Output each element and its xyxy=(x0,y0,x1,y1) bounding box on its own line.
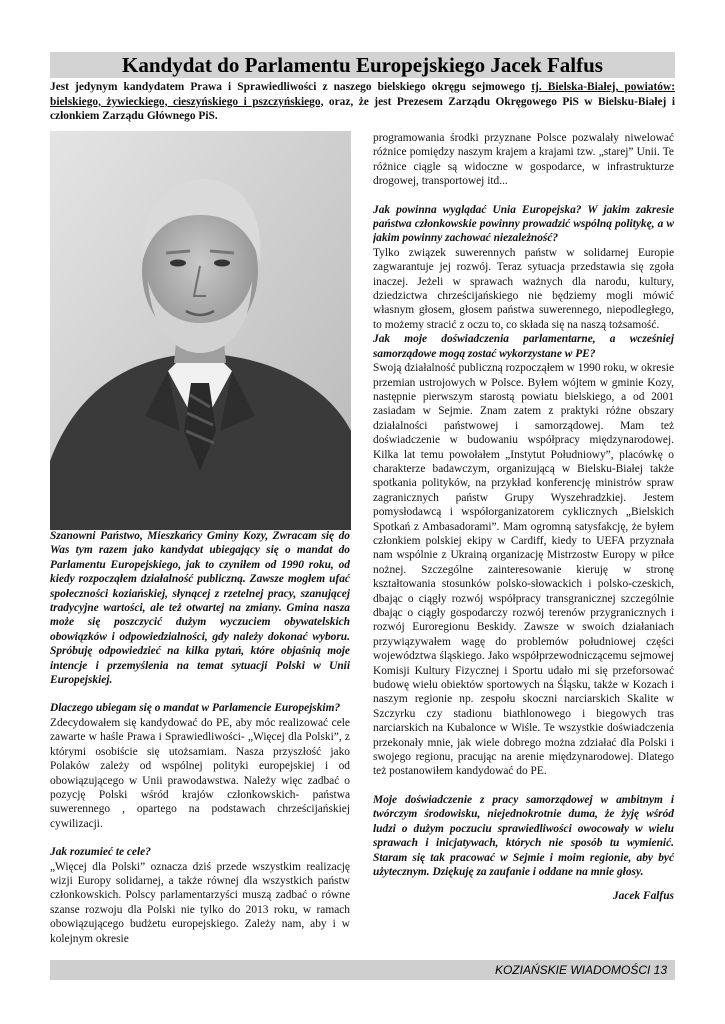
question-heading: Jak moje doświadczenia parlamentarne, a wcześniej samorządowe mogą zostać wykorzystane w PE? xyxy=(373,333,674,360)
answer-paragraph: „Więcej dla Polski” oznacza dziś przede wszystkim realizację wizji Europy solidarnej, a także równej dla wszystkich państw członkowskich. Polscy parlamentarzyści muszą zadbać o równe szanse rozwoju dla Polski nie tylko do 2013 roku, w ramach obowiązującego budżetu europejskiego. Zależy nam, aby i w kolejnym okresie xyxy=(50,860,350,945)
question-heading: Jak powinna wyglądać Unia Europejska? W jakim zakresie państwa członkowskie powinny prowadzić wspólną politykę, a w jakim powinny zachować niezależność? xyxy=(373,203,674,245)
candidate-portrait-photo xyxy=(50,131,351,530)
intro-underlined-region: tj. Bielska-Białej, powiatów: bielskiego, żywieckiego, cieszyńskiego i pszczyńskiego, xyxy=(50,81,676,108)
answer-paragraph: Swoją działalność publiczną rozpocząłem w 1990 roku, w okresie przemian ustrojowych w Polsce. Byłem wójtem w gminie Kozy, następnie pierwszym starostą powiatu bielskiego, a od 2001 zasiadam w Sejmie. Znam zatem z praktyki różne obszary działalności państwowej i samorządowej. Mam też doświadczenie w budowaniu współpracy międzynarodowej. Kilka lat temu powołałem „Instytut Południowy”, placówkę o charakterze badawczym, organizującą w Bielsku-Białej także spotkania polityków, na przykład konferencję ministrów spraw zagranicznych państw Grupy Wyszehradzkiej. Jestem pomysłodawcą i współorganizatorem cyklicznych „Bielskich Spotkań z Ambasadorami”. Mam ogromną satysfakcję, że byłem członkiem polskiej ekipy w Cardiff, kiedy to UEFA przyznała nam wspólnie z Ukrainą organizację Mistrzostw Europy w piłce nożnej. Szczególne zainteresowanie kieruję w stronę kształtowania stosunków polsko-słowackich i polsko-czeskich, dbając o ciągły rozwój współpracy transgranicznej szczególnie dbając o ciągły gospodarczy rozwój terenów przygranicznych i rozwój Euroregionu Beskidy. Zawsze w swoich działaniach przywiązywałem wagę do problemów południowej części województwa śląskiego. Jako współprzewodniczącemu sejmowej Komisji Kultury Fizycznej i Sportu udało mi się przeforsować budowę wielu obiektów sportowych na Śląsku, także w Kozach i naszym regionie np. zespołu skoczni narciarskich Skalite w Szczyrku czy stadionu biathlonowego i biegowych tras narciarskich na Kubalonce w Wiśle. Te wszystkie doświadczenia przekonały mnie, jak wiele dobrego można zdziałać dla Polski i swojego regionu, pracując na arenie międzynarodowej. Dlatego też postanowiłem kandydować do PE. xyxy=(373,362,674,778)
intro-text-start: Jest jedynym kandydatem Prawa i Sprawiedliwości z naszego bielskiego okręgu sejmowego xyxy=(50,81,532,93)
intro-text-end: oraz, że jest Prezesem Zarządu Okręgowego PiS w Bielsku-Białej i członkiem Zarządu Głównego PiS. xyxy=(50,95,675,122)
closing-paragraph: Moje doświadczenie z pracy samorządowej w ambitnym i twórczym środowisku, niejednokrotnie duma, że żyję wśród ludzi o dużym poczuciu sprawiedliwości owocowały w wielu sprawach i inicjatywach, których nie sposób tu wymienić. Staram się tak pracować w Sejmie i moim regionie, aby być użytecznym. Dziękuję za zaufanie i oddane na mnie głosy. xyxy=(373,793,674,878)
footer-publication-page: KOZIAŃSKIE WIADOMOŚCI 13 xyxy=(494,963,667,977)
question-heading: Dlaczego ubiegam się o mandat w Parlamencie Europejskim? xyxy=(50,702,341,715)
signature: Jacek Falfus xyxy=(612,890,674,903)
right-column xyxy=(373,131,674,949)
intro-paragraph xyxy=(50,80,675,124)
address-paragraph: Szanowni Państwo, Mieszkańcy Gminy Kozy, Zwracam się do Was tym razem jako kandydat ubiegający się o mandat do Parlamentu Europejskiego, jak to czyniłem od 1990 roku, od kiedy rozpocząłem działalność publiczną. Zawsze mogłem ufać społeczności koziańskiej, słynącej z rzetelnej pracy, szanującej tradycyjne wartości, ale też otwartej na zmiany. Gmina nasza może się poszczycić dużym wyczuciem obywatelskich obowiązków i odpowiedzialności, gdy należy dokonać wyboru. Spróbuję odpowiedzieć na kilka pytań, które objaśnią moje intencje i przemyślenia na temat sytuacji Polski w Unii Europejskiej. xyxy=(50,530,350,687)
question-heading: Jak rozumieć te cele? xyxy=(50,846,151,859)
left-column xyxy=(50,529,350,949)
footer-bar xyxy=(50,960,675,980)
answer-paragraph: Zdecydowałem się kandydować do PE, aby móc realizować cele zawarte w haśle Prawa i Sprawiedliwości- „Więcej dla Polski”, z którymi osobiście się utożsamiam. Nasza przyszłość jako Polaków zależy od wspólnej polityki europejskiej i od obowiązującego w Unii prawodawstwa. Należy więc zadbać o pozycję Polski wśród krajów członkowskich- państwa suwerennego , opartego na podstawach chrześcijańskiej cywilizacji. xyxy=(50,716,350,830)
continued-paragraph: programowania środki przyznane Polsce pozwalały niwelować różnice pomiędzy naszym krajem a krajami tzw. „starej” Unii. Te różnice ciągle są widoczne w gospodarce, w infrastrukturze drogowej, transportowej itd... xyxy=(373,132,674,188)
answer-paragraph: Tylko związek suwerennych państw w solidarnej Europie zagwarantuje jej rozwój. Teraz sytuacja przedstawia się zgoła inaczej. Jeżeli w sprawach ważnych dla narodu, kultury, dziedzictwa chrześcijańskiego nie będziemy mogli mówić własnym głosem, głosem państwa suwerennego, niepodległego, to możemy stracić z oczu to, co składa się na naszą tożsamość. xyxy=(373,246,674,331)
article-title: Kandydat do Parlamentu Europejskiego Jacek Falfus xyxy=(50,52,675,78)
